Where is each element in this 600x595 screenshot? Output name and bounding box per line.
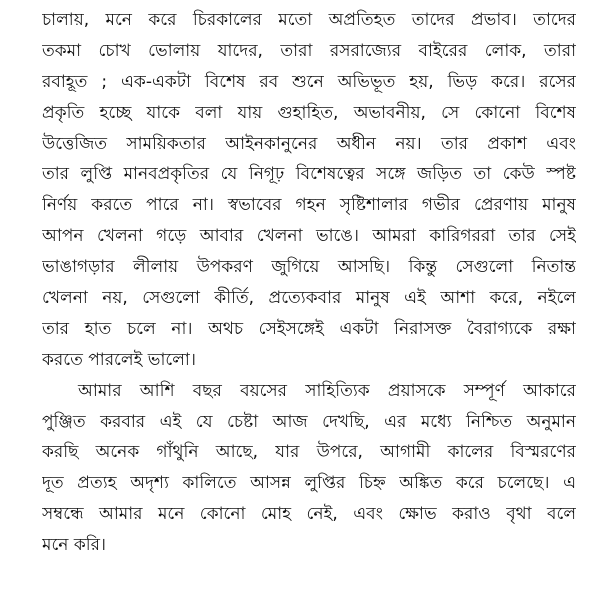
text-line: পুঞ্জিত করবার এই যে চেষ্টা আজ দেখছি, এর মধ্যে নিশ্চিত অনুমান xyxy=(42,411,576,432)
text-line: নির্ণয় করতে পারে না। স্বভাবের গহন সৃষ্টিশালার গভীর প্রেরণায় মানুষ xyxy=(42,195,576,216)
text-line: ভাঙাগড়ার লীলায় উপকরণ জুগিয়ে আসছি। কিন্তু সেগুলো নিতান্ত xyxy=(42,257,576,278)
text-line: তকমা চোখ ভোলায় যাদের, তারা রসরাজ্যের বাইরের লোক, তারা xyxy=(42,40,576,61)
text-line: তার হাত চলে না। অথচ সেইসঙ্গেই একটা নিরাসক্ত বৈরাগ্যকে রক্ষা xyxy=(42,318,576,339)
text-line: চালায়, মনে করে চিরকালের মতো অপ্রতিহত তাদের প্রভাব। তাদের xyxy=(42,10,576,30)
text-line: দূত প্রত্যহ অদৃশ্য কালিতে আসন্ন লুপ্তির চিহ্ন অঙ্কিত করে চলেছে। এ xyxy=(42,473,576,494)
text-line: রবাহূত ; এক-একটা বিশেষ রব শুনে অভিভূত হয়, ভিড় করে। রসের xyxy=(42,71,576,92)
text-line: করছি অনেক গাঁথুনি আছে, যার উপরে, আগামী কালের বিস্মরণের xyxy=(42,442,576,463)
text-line: করতে পারলেই ভালো। xyxy=(42,349,196,370)
text-line: উত্তেজিত সাময়িকতার আইনকানুনের অধীন নয়। তার প্রকাশ এবং xyxy=(42,133,576,154)
text-line: আমার আশি বছর বয়সের সাহিত্যিক প্রয়াসকে সম্পূর্ণ আকারে xyxy=(78,380,576,401)
text-line: সম্বন্ধে আমার মনে কোনো মোহ নেই, এবং ক্ষোভ করাও বৃথা বলে xyxy=(42,504,576,525)
text-line: তার লুপ্তি মানবপ্রকৃতির যে নিগূঢ় বিশেষত্বের সঙ্গে জড়িত তা কেউ স্পষ্ট xyxy=(42,164,576,185)
text-line: আপন খেলনা গড়ে আবার খেলনা ভাঙে। আমরা কারিগররা তার সেই xyxy=(42,226,576,247)
text-line: প্রকৃতি হচ্ছে যাকে বলা যায় গুহাহিত, অভাবনীয়, সে কোনো বিশেষ xyxy=(42,102,576,123)
text-line: খেলনা নয়, সেগুলো কীর্তি, প্রত্যেকবার মানুষ এই আশা করে, নইলে xyxy=(42,288,576,309)
text-line: মনে করি। xyxy=(42,535,107,556)
document-page xyxy=(42,5,576,561)
